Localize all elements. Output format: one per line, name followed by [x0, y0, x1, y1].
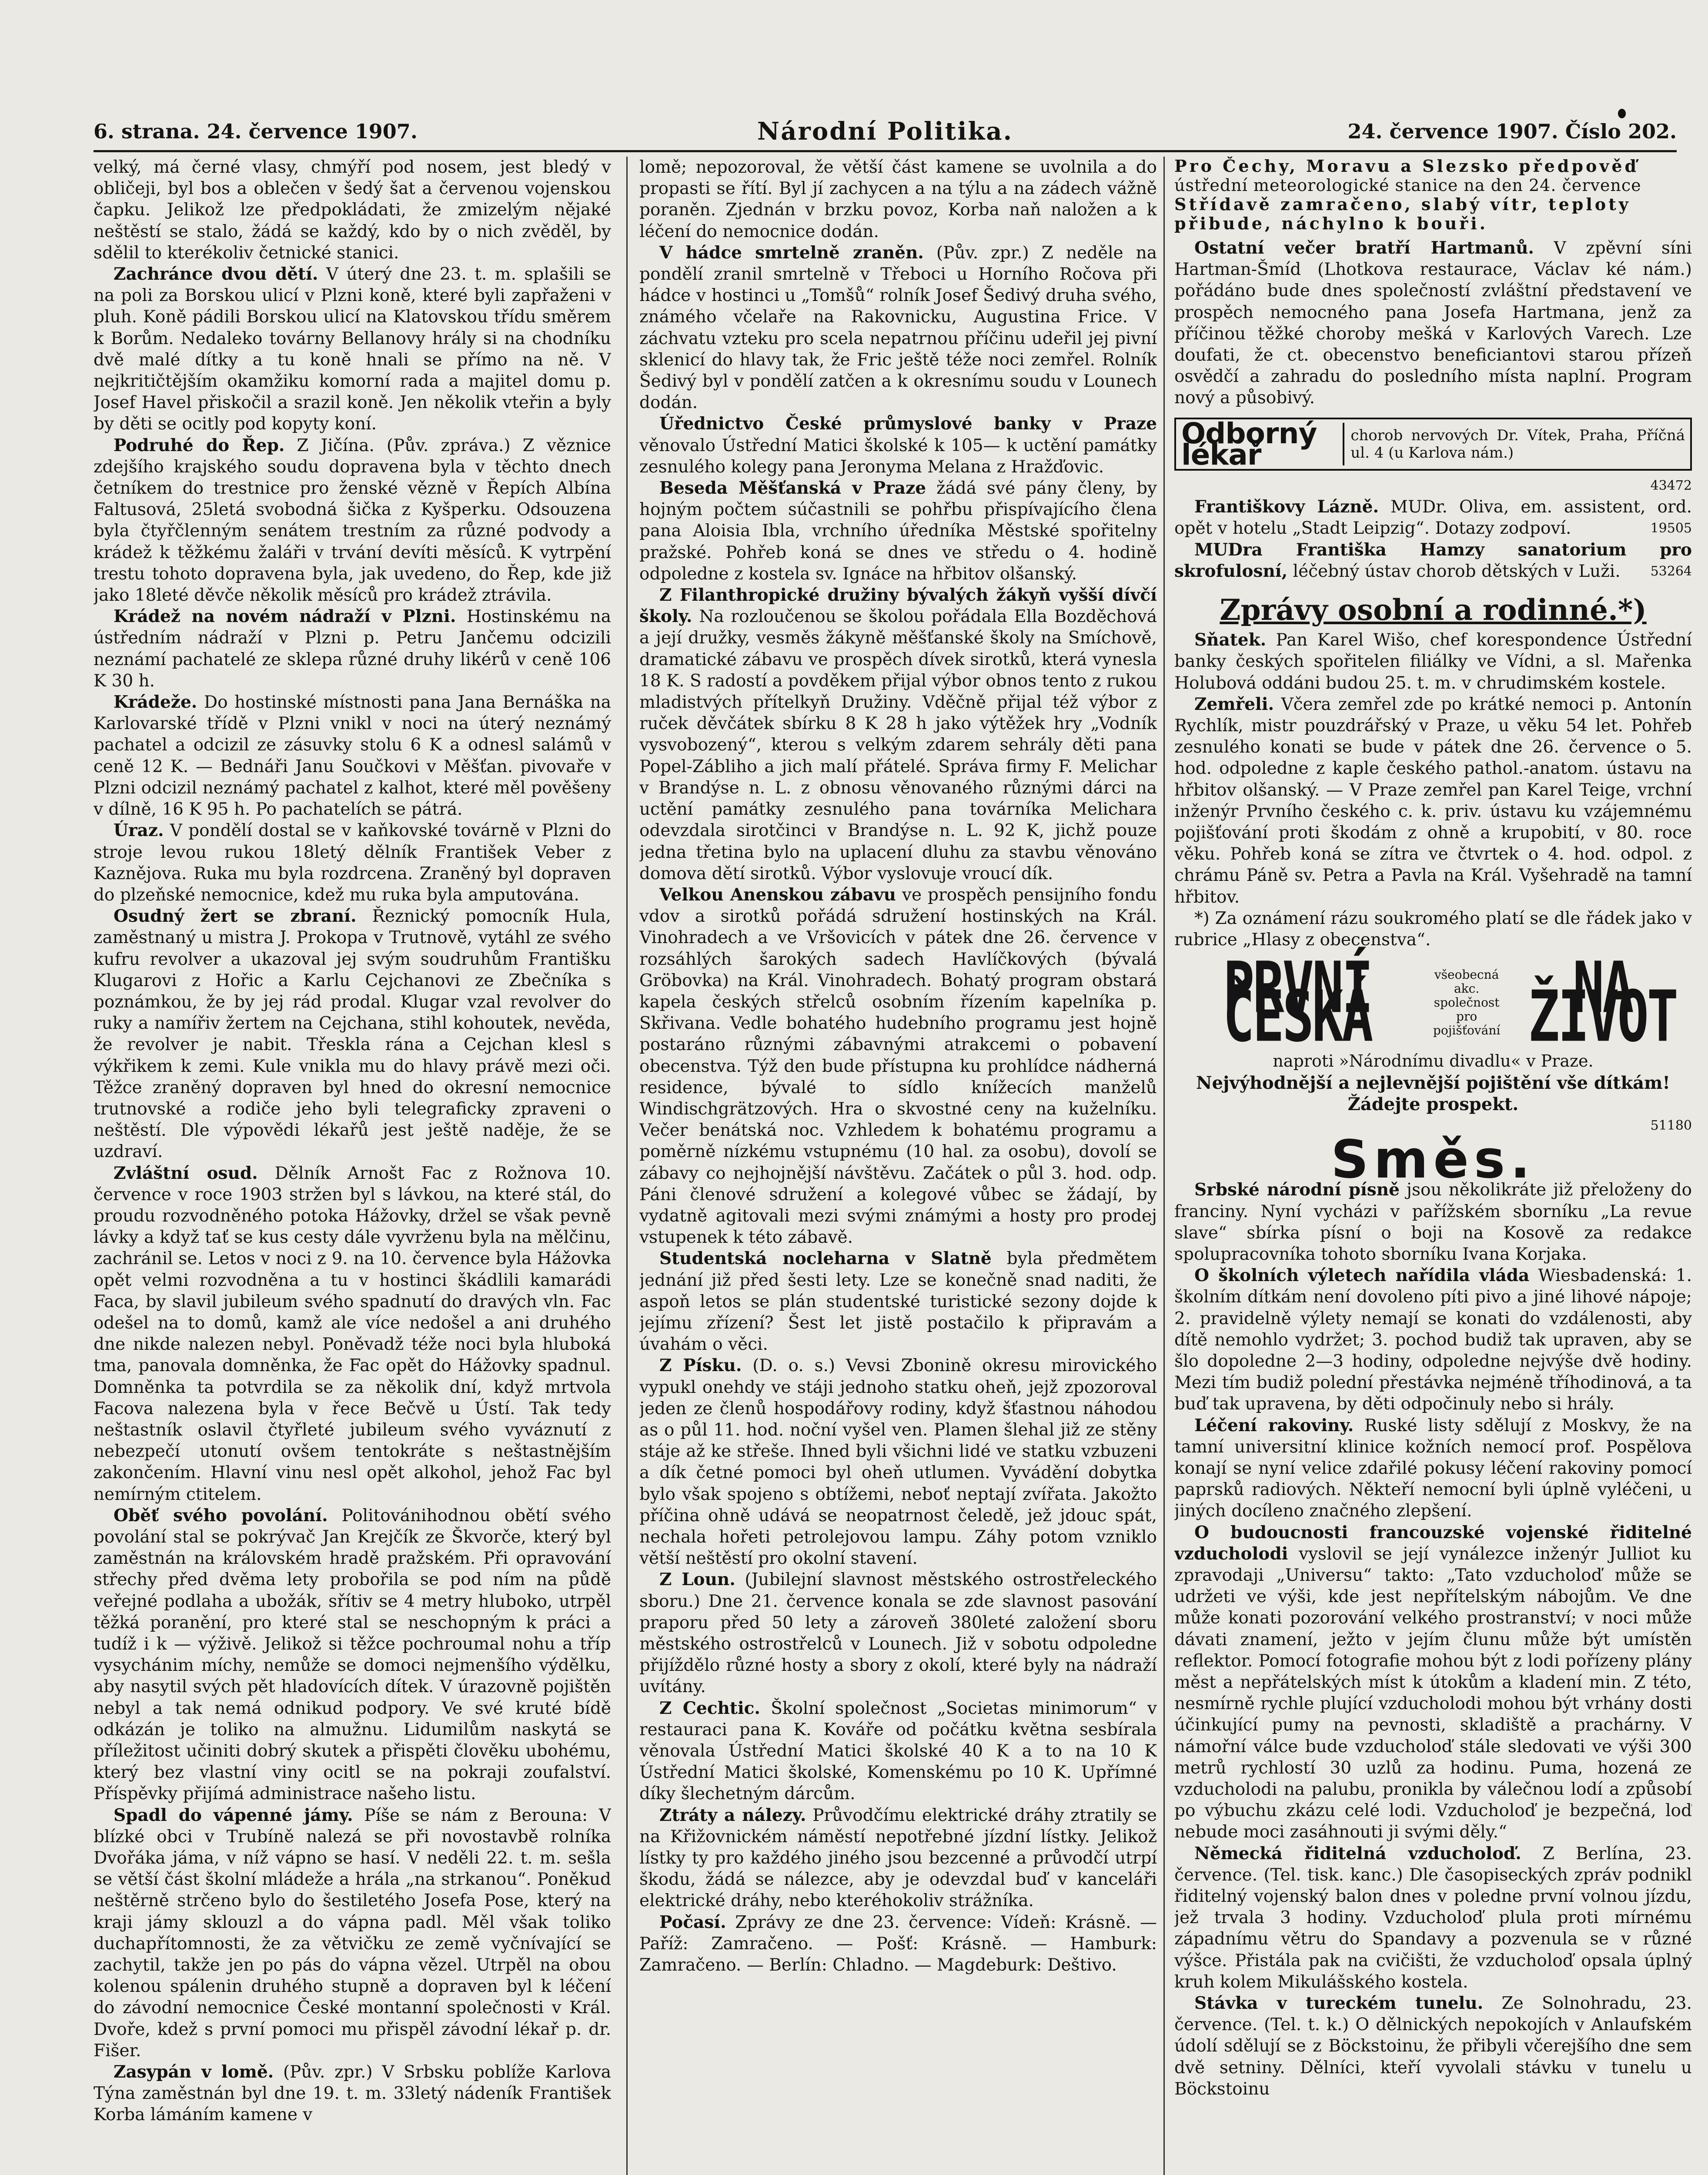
article-text: Školní společnost „Societas minimorum“ v restauraci pana K. Kováře od počátku května sesbírala věnovala Ústřední Matici školské 40 K a to na 10 K Ústřední Matici školské, Komenskému po 10 K. Upřímné díky šlechetným dárcům.	[639, 1698, 1157, 1804]
article-heading: MUDra Františka Hamzy sanatorium pro skrofulosní,	[1174, 539, 1692, 581]
weather-forecast	[1174, 157, 1692, 233]
article	[94, 2061, 611, 2126]
article	[1174, 629, 1692, 694]
ink-spot	[1618, 109, 1626, 118]
article-text: Z Jičína. (Pův. zpráva.) Z věznice zdejšího krajského soudu dopravena byla v těchto dnech četníkem do trestnice pro ženské vězně v Řepích Albína Faltusová, 25letá svobodná šička z Kyšperku. Odsouzena byla čtyřčlenným senátem trestním za různé podvody a krádež k těžkému žaláři v trvání devíti měsíců. K vytrpění trestu tohoto dopravena byla, jak uvedeno, do Řep, kde již jako 18leté děvče několik měsíců pro krádež ztrávila.	[94, 435, 611, 606]
header-rule	[94, 150, 1677, 152]
article-text: jsou několikráte již přeloženy do franciny. Nyní vycházi v pařížském sborníku „La revue slave“ sbírka písní o boji na Kosově za redakce spolupracovníka tohoto sborníku Ivana Korjaka.	[1174, 1180, 1692, 1264]
column-divider	[626, 157, 628, 2175]
article-heading: Sňatek.	[1194, 630, 1267, 650]
article	[94, 906, 611, 1162]
ad-number: 53264	[1650, 563, 1692, 579]
article-text: Wiesbadenská: 1. školním dítkám není dovoleno píti pivo a jiné lihové nápoje; 2. pravidelně výlety nemají se konati do vzdálenosti, aby dítě nemohlo vydržet; 3. pochod budiž tak upraven, aby se šlo dopoledne 2—3 hodiny, odpoledne nejvýše dvě hodiny. Mezi tím budiž polední přestávka nejméně tříhodinová, a ta buď tak upravena, by děti odpočinuly nebo si hrály.	[1174, 1266, 1692, 1414]
article-text: Ze Solnohradu, 23. července. (Tel. t. k.) O dělnických nepokojích v Anlaufském údolí sdělují se z Böckstoinu, že přibyli včerejšího dne sem dvě setniny. Dělníci, kteří vyvolali stávku v tunelu u Böckstoinu	[1174, 1994, 1692, 2099]
ad-middle-text: všeobecná akc. společnost pro pojišťování	[1433, 967, 1501, 1038]
article	[1174, 694, 1692, 908]
column-divider	[1163, 157, 1165, 2175]
article-text: byla předmětem jednání již před šesti lety. Lze se konečně snad naditi, že aspoň letos se plán studentské turistické sezony dojde k jejímu zřízení? Šest let jistě postačilo k připravám a úvahám o věci.	[639, 1249, 1157, 1355]
article	[1174, 1179, 1692, 1265]
article-heading: O školních výletech nařídila vláda	[1194, 1265, 1530, 1286]
article-heading: Úřednictvo České průmyslové banky v Praze	[659, 414, 1157, 434]
article-text: žádá své pány členy, by hojným počtem súčastnili se pohřbu přispívajícího člena pana Aloisia Ibla, vrchního úředníka Městské spořitelny pražské. Pohřeb koná se dnes ve středu o 4. hodině odpoledne z kostela sv. Ignáce na hřbitov olšanský.	[639, 478, 1157, 584]
article	[1174, 1843, 1692, 1993]
article-text: ve prospěch pensijního fondu vdov a sirotků pořádá sdružení hostinských na Král. Vinohradech a ve Vršovicích v pátek dne 26. července v rozsáhlých šarokých sadech Havlíčkových (bývalá Gröbovka) na Král. Vinohradech. Bohatý program obstará kapela českých střelců osobním řízením kapelníka p. Skřivana. Vedle bohatého hudebního programu jest hojně postaráno různými zábavnými atrakcemi o pobavení obecenstva. Týž den bude přístupna ku prohlídce nádherná residence, bývalé to sídlo knížecích manželů Windischgrätzových. Hra o skvostné ceny na kuželníku. Večer benátská noc. Vzhledem k bohatému programu a poměrně nízkému vstupnému (10 hal. za osobu), dovolí se zábavy co nejhojnější návštěvu. Začátek o půl 3. hod. odp. Páni členové sdružení a kolegové vůbec se žádají, by vydatně agitovali mezi svými známými a hosty pro prodej vstupenek k této zábavě.	[639, 885, 1157, 1248]
article-text: lomě; nepozoroval, že větší část kamene se uvolnila a do propasti se řítí. Byl jí zachycen a na týlu a na zádech vážně poraněn. Zjednán v brzku povoz, Korba naň naložen a k léčení do nemocnice dodán.	[639, 157, 1157, 241]
ad-number: 43472	[1650, 478, 1692, 494]
article	[639, 1912, 1157, 1976]
weather-line: ústřední meteorologické stanice na den 24. července	[1174, 176, 1641, 195]
ad-headline-left: PRVNÍ ČESKÁ	[1223, 947, 1372, 1058]
article	[94, 1163, 611, 1505]
article-heading: Zvláštní osud.	[114, 1163, 258, 1183]
article-text: Ruské listy sdělují z Moskvy, že na tamní universitní klinice kožních nemocí prof. Pospělova konají se nyní velice zdařilé pokusy léčení rakoviny pomocí paprsků radiových. Někteří nemocní byli úplně vyléčeni, u jiných docíleno značného zlepšení.	[1174, 1415, 1692, 1521]
article-heading: Osudný žert se zbraní.	[114, 906, 357, 927]
ad-address: naproti »Národnímu divadlu« v Praze.	[1273, 1051, 1594, 1071]
weather-line: Pro Čechy, Moravu a Slezsko předpověď	[1174, 157, 1639, 176]
article	[639, 1698, 1157, 1805]
article	[1174, 539, 1692, 582]
article-text: V pondělí dostal se v kaňkovské továrně v Plzni do stroje levou rukou 18letý dělník František Veber z Kaznějova. Ruka mu byla rozdrcena. Zraněný byl dopraven do plzeňské nemocnice, kdež mu ruka byla amputována.	[94, 821, 611, 905]
masthead-title: Národní Politika.	[757, 117, 1013, 146]
article-text: Hostinskému na ústředním nádraží v Plzni p. Petru Jančemu odcizili neznámí pachatelé ze sklepa různé druhy likérů v ceně 106 K 30 h.	[94, 607, 611, 691]
article	[1174, 1993, 1692, 2100]
article-heading: Z Písku.	[659, 1355, 742, 1376]
article-text: Řeznický pomocník Hula, zaměstnaný u mistra J. Prokopa v Trutnově, vytáhl ze svého kufru revolver a ukazoval jej svým soudruhům Františku Klugarovi z Hořic a Karlu Cejchanovi ze Zbečníka s poznámkou, že by jej rád prodal. Klugar vzal revolver do ruky a namířiv žertem na Cejchana, stihl kohoutek, nevěda, že revolver je nabit. Třeskla rána a Cejchan klesl s výkřikem k zemi. Kule vnikla mu do hlavy právě mezi oči. Těžce zraněný dopraven byl hned do okresní nemocnice trutnovské a rodiče jeho byli telegraficky zpraveni o neštěstí. Dle výpovědi lékařů jest ještě naděje, že se uzdraví.	[94, 907, 611, 1162]
article	[94, 692, 611, 820]
article-heading: Úraz.	[114, 820, 164, 841]
article-text: Pan Karel Wišo, chef korespondence Ústřední banky českých spořitelen filiálky ve Vídni, a sl. Mařenka Holubová oddáni budou 25. t. m. v chrudimském kostele.	[1174, 630, 1692, 693]
article-text: Píše se nám z Berouna: V blízké obci v Trubíně nalezá se při novostavbě rolníka Dvořáka jáma, v níž vápno se hasí. V neděli 22. t. m. sešla se větší část školní mládeže a hrála „na strkanou“. Poněkud neštěrně strčeno bylo do šestiletého Josefa Pose, který na kraji jámy sklouzl a do vápna padl. Měl však toliko duchapřítomnosti, že za větvičku ze země vyčnívající se zachytil, takže jen po pás do vápna vězel. Utrpěl na obou kolenou spálenin druhého stupně a dopraven byl k léčení do závodní nemocnice České montanní společnosti v Král. Dvoře, kdež s první pomoci mu přispěl závodní lékař p. dr. Fišer.	[94, 1805, 611, 2061]
article-text: léčebný ústav chorob dětských v Luži.	[1293, 561, 1621, 581]
ad-text: chorob nervových Dr. Vítek, Praha, Příčná ul. 4 (u Karlova nám.)	[1350, 426, 1685, 462]
article-text: V úterý dne 23. t. m. splašili se na poli za Borskou ulicí v Plzni koně, které byli zapřaženi v pluh. Koně pádili Borskou ulicí na Klatovskou třídu směrem k Borům. Nedaleko továrny Bellanovy hrály si na chodníku dvě malé dítky a tu koně hnali se přímo na ně. V nejkritičtějším okamžiku komorní rada a majitel domu p. Josef Havel přiskočil a srazil koně. Jen několik vteřin a byly by děti se ocitly pod kopyty koní.	[94, 264, 611, 434]
article	[1174, 496, 1692, 539]
article-text: (Jubilejní slavnost městského ostrostřeleckého sboru.) Dne 21. července konala se zde slavnost pasování praporu před 50 lety a zároveň 380leté založení sboru městského ostrostřelců v Lounech. Již v sobotu odpoledne přijíždělo různé hosty a sbory z okolí, které byly na nádraží uvítány.	[639, 1570, 1157, 1697]
article-heading: Ostatní večer bratří Hartmanů.	[1194, 238, 1534, 258]
article-heading: Zemřeli.	[1194, 694, 1274, 714]
header-page-date: 6. strana. 24. července 1907.	[94, 120, 418, 143]
article-heading: V hádce smrtelně zraněn.	[659, 242, 924, 263]
article	[639, 1805, 1157, 1912]
article-text: Politovánihodnou obětí svého povolání stal se pokrývač Jan Krejčík ze Škvorče, který byl zaměstnán na královském hradě pražském. Při opravování střechy před dvěma lety probořila se pod ním na půdě veřejné podlaha a ubožák, sřítiv se 4 metry hluboko, utrpěl těžká poranění, pro které stal se neschopným k práci a tudíž i k — výživě. Jelikož si těžce pochroumal nohu a tříp vysychánim míchy, nemůže se domoci nejmenšího výdělku, aby nasytil svých pět hladovících dítek. V úrazovně pojištěn nebyl a tak nemá odnikud podpory. Ve své kruté bídě odkázán je toliko na almužnu. Lidumilům naskytá se příležitost učiniti dobrý skutek a přispěti člověku ubohému, který bez vlastní viny ocitl se na pokraji zoufalství. Příspěvky přijímá administrace našeho listu.	[94, 1506, 611, 1804]
article-text: (Pův. zpr.) V Srbsku poblíže Karlova Týna zaměstnán byl dne 19. t. m. 33letý nádeník František Korba lámáním kamene v	[94, 2062, 611, 2125]
column-3	[1174, 157, 1692, 2175]
article	[94, 435, 611, 606]
article-text: Průvodčímu elektrické dráhy ztratily se na Křižovnickém náměstí nepotřebné jízdní lístky. Jelikož lístky ty pro každého jiného jsou bezcenné a průvodčí utrpí škodu, žádá se nálezce, aby je odevzdal buď v kanceláři elektrické dráhy, nebo kteréhokoliv strážníka.	[639, 1805, 1157, 1911]
article-heading: Z Loun.	[659, 1569, 735, 1590]
section-title: Zprávy osobní a rodinné.*)	[1220, 593, 1647, 627]
article-heading: Německá řiditelná vzducholoď.	[1194, 1843, 1521, 1864]
article-heading: Ztráty a nálezy.	[659, 1805, 806, 1825]
article	[94, 606, 611, 692]
column-1	[94, 157, 611, 2175]
weather-line: Střídavě zamračeno, slabý vítr, teploty	[1174, 194, 1631, 214]
article-text: vyslovil se její vynálezce inženýr Julliot ku zpravodaji „Universu“ takto: „Tato vzducholoď může se udržeti ve výši, kde jest nepřítelským nábojům. Ve dne může konati pozorování velkého prostranství; v noci může dávati znamení, ježto v jejím člunu může být umístěn reflektor. Pomocí fotografie mohou být z lodi pořízeny plány měst a nepřátelských míst k útokům a kladení min. Z této, nesmírně rychle plující vzducholodi mohou být vrhány dosti účinkující pumy na pevnosti, skladiště a prachárny. V námořní válce bude vzducholoď stále sledovati ve výši 300 metrů rychlostí 30 uzlů za hodinu. Puma, hozená ze vzducholodi na palubu, pronikla by válečnou lodí a způsobí po výbuchu zkázu celé lodi. Vzducholoď je bezpečná, loď nebude moci zasáhnouti ji svými děly.“	[1174, 1544, 1692, 1842]
article	[1174, 1415, 1692, 1522]
article-text: Dělník Arnošt Fac z Rožnova 10. července v roce 1903 stržen byl s lávkou, na které stál, do proudu rozvodněného potoka Hážovky, držel se však pevně lávky a když tať se kus cesty dále vyvrženu byla na mělčinu, zachránil se. Letos v noci z 9. na 10. července byla Hážovka opět velmi rozvodněna a tu v hostinci škádlili kamarádi Faca, by slavil jubileum svého spadnutí do dravých vln. Fac odešel na to domů, kamž ale více nedošel a ani druhého dne nikde nalezen nebyl. Poněvadž téže noci byla hluboká tma, panovala domněnka, že Fac opět do Hážovky spadnul. Domněnka ta potvrdila se za několik dní, když mrtvola Facova nalezena byla v řece Bečvě u Ústí. Tak tedy neštastník oslavil čtyřleté jubileum svého vyváznutí z nebezpečí utonutí ovšem tentokráte s neštastnějším zakončením. Hlavní vinu nesl opět alkohol, jehož Fac byl nemírným ctitelem.	[94, 1163, 611, 1504]
article-heading: Krádeže.	[114, 692, 197, 713]
page-header	[94, 111, 1677, 150]
article-text: Na rozloučenou se školou pořádala Ella Bozděchová a její družky, vesměs žákyně měšťanské školy na Smíchově, dramatické zábavu ve prospěch dívek sirotků, která vynesla 18 K. S radostí a povděkem přijal výbor obnos tento z rukou mladistvých přítelkyň Družiny. Vděčně přijal též výbor z ruček děvčátek sbírku 8 K 28 h jako výtěžek hry „Vodník vysvobozený“, kterou s velkým zdarem sehrály děti pana Popel-Zábliho a jich malí přátelé. Správa firmy F. Melichar v Brandýse n. L. z obnosu věnovaného různými dárci na uctění památky zesnulého pana továrníka Melichara odevzdala sirotčinci v Brandýse n. L. 92 K, jichž pouze jedna třetina bylo na uplacení dluhu za stavbu věnováno domova dětí sirotků. Výbor vyslovuje vroucí dík.	[639, 607, 1157, 883]
article-heading: Počasí.	[659, 1912, 726, 1932]
ad-headline-right: NA ŽIVOT	[1528, 947, 1677, 1058]
article	[639, 585, 1157, 884]
article	[639, 1248, 1157, 1355]
article-heading: Beseda Měšťanská v Praze	[659, 478, 926, 499]
footnote: *) Za oznámení rázu soukromého platí se dle řádek jako v rubrice „Hlasy z obecenstva“.	[1174, 908, 1692, 950]
article-heading: Františkovy Lázně.	[1194, 497, 1379, 517]
ad-slogan: Nejvýhodnější a nejlevnější pojištění vše dítkám! Žádejte prospekt.	[1196, 1072, 1670, 1114]
article-text: Z Berlína, 23. července. (Tel. tisk. kanc.) Dle časopiseckých zpráv podnikl řiditelný vojenský balon dnes v poledne první volnou jízdu, jež trvala 3 hodiny. Vzducholoď plula proti mírnému západnímu větru do Spandavy a pozvenula se v různé výšce. Přistála pak na cvičišti, že vzducholoď opsala úplný kruh kolem Mikulášského kostela.	[1174, 1844, 1692, 1992]
article-heading: Oběť svého povolání.	[114, 1505, 328, 1526]
article-heading: Z Filanthropické družiny bývalých žákyň vyšší dívčí školy.	[639, 585, 1157, 627]
advertisement-doctor	[1174, 418, 1692, 471]
article-text: V zpěvní síni Hartman-Šmíd (Lhotkova restaurace, Václav ké nám.) pořádáno bude dnes společností zvláštní představení ve prospěch nemocného pana Josefa Hartmana, jenž za příčinou těžké choroby mešká v Karlových Varech. Lze doufati, že ct. obecenstvo beneficiantovi starou přízeň osvědčí a zahradu do posledního místa naplní. Program nový a působivý.	[1174, 238, 1692, 408]
advertisement-insurance	[1174, 947, 1692, 1136]
ad-headline: Odborný lékař	[1181, 423, 1344, 465]
article	[1174, 1265, 1692, 1415]
ad-number: 19505	[1650, 521, 1692, 536]
article-heading: Z Cechtic.	[659, 1698, 760, 1718]
article	[1174, 238, 1692, 409]
article	[639, 884, 1157, 1248]
ad-number: 51180	[1650, 1118, 1692, 1133]
article	[639, 1355, 1157, 1569]
article-heading: Srbské národní písně	[1194, 1180, 1400, 1200]
article-text: (Pův. zpr.) Z neděle na pondělí zranil smrtelně v Třeboci u Horního Ročova při hádce v hostinci u „Tomšů“ rolník Josef Šedivý druha svého, známého včelaře na Rakovnicku, Augustina Frice. V záchvatu vzteku pro scela nepatrnou příčinu udeřil jej pivní sklenicí do hlavy tak, že Fric ještě téže noci zemřel. Rolník Šedivý byl v pondělí zatčen a k okresnímu soudu v Lounech dodán.	[639, 243, 1157, 413]
article-text: Včera zemřel zde po krátké nemoci p. Antonín Rychlík, mistr pouzdrářský v Praze, u věku 54 let. Pohřeb zesnulého konati se bude v pátek dne 26. července o 5. hod. odpoledne z kaple českého pathol.-anatom. ústavu na hřbitov olšanský. — V Praze zemřel pan Karel Teige, vrchní inženýr Prvního českého c. k. priv. ústavu ku vzájemnému pojišťování proti škodám z ohně a krupobití, v 80. roce věku. Pohřeb koná se zítra ve čtvrtek o 4. hod. odpol. z chrámu Páně sv. Petra a Pavla na Král. Vyšehradě na tamní hřbitov.	[1174, 694, 1692, 907]
article-heading: O budoucnosti francouzské vojenské řiditelné vzducholodi	[1174, 1522, 1692, 1564]
article-heading: Stávka v tureckém tunelu.	[1194, 1993, 1484, 2014]
article-text: věnovalo Ústřední Matici školské k 105— k uctění památky zesnulého kolegy pana Jeronyma Melana z Hražďovic.	[639, 435, 1157, 477]
article	[639, 478, 1157, 585]
article	[94, 1505, 611, 1805]
weather-line: přibude, náchylno k bouři.	[1174, 214, 1488, 233]
article-heading: Léčení rakoviny.	[1194, 1415, 1354, 1436]
article	[94, 820, 611, 906]
article-text: Zprávy ze dne 23. července: Vídeň: Krásně. — Paříž: Zamračeno. — Pošť: Krásně. — Hamburk: Zamračeno. — Berlín: Chladno. — Magdeburk: Deštivo.	[639, 1912, 1157, 1975]
article	[94, 264, 611, 435]
article	[639, 242, 1157, 414]
article	[639, 1569, 1157, 1697]
article-heading: Zasypán v lomě.	[114, 2062, 274, 2082]
article	[94, 1805, 611, 2061]
article-text: MUDr. Oliva, em. assistent, ord. opět v hotelu „Stadt Leipzig“. Dotazy zodpoví.	[1174, 497, 1692, 539]
header-issue-number: 24. července 1907. Číslo 202.	[1347, 120, 1677, 143]
article-heading: Studentská nocleharna v Slatně	[659, 1248, 992, 1269]
article	[1174, 1522, 1692, 1843]
article	[639, 413, 1157, 478]
article-heading: Zachránce dvou dětí.	[114, 264, 318, 284]
article-heading: Podruhé do Řep.	[114, 435, 285, 455]
article-heading: Krádež na novém nádraží v Plzni.	[114, 606, 456, 627]
column-2	[639, 157, 1157, 2175]
article-text: Do hostinské místnosti pana Jana Bernáška na Karlovarské třídě v Plzni vnikl v noci na úterý neznámý pachatel a odcizil ze zásuvky stolu 6 K a odnesl salámů v ceně 12 K. — Bednáři Janu Součkovi v Měšťan. pivovaře v Plzni odcizil neznámý pachatel z kalhot, které měl pověšeny v dílně, 16 K 95 h. Po pachatelích se pátrá.	[94, 693, 611, 820]
article-text: (D. o. s.) Vevsi Zbonině okresu mirovického vypukl onehdy ve stáji jednoho statku oheň, jejž zpozoroval jeden ze členů hospodářovy rodiny, když šťastnou náhodou as o půl 11. hod. noční vyšel ven. Plamen šlehal již ze stěny stáje až ke střeše. Ihned byli všichni lidé ve statku vzbuzeni a dík četné pomoci byl oheň utlumen. Vyvádění dobytka bylo však spojeno s obtížemi, neboť neptají zvířata. Jakožto příčina ohně udává se neopatrnost čeledě, jež jdouc spát, nechala hořeti petrolejovou lampu. Záhy potom vzniklo větší neštěstí pro okolní stavení.	[639, 1356, 1157, 1569]
section-title-smes: Směs.	[1331, 1130, 1535, 1191]
article-text: velký, má černé vlasy, chmýří pod nosem, jest bledý v obličeji, byl bos a oblečen v šedý šat a červenou vojenskou čapku. Jelikož lze předpokládati, že zmizelým nějaké neštěstí se stalo, žádá se každý, kdo by o nich zvěděl, by sdělil to kterékoliv četnické stanici.	[94, 157, 611, 263]
article-heading: Spadl do vápenné jámy.	[114, 1805, 353, 1825]
article-heading: Velkou Anenskou zábavu	[659, 884, 896, 905]
